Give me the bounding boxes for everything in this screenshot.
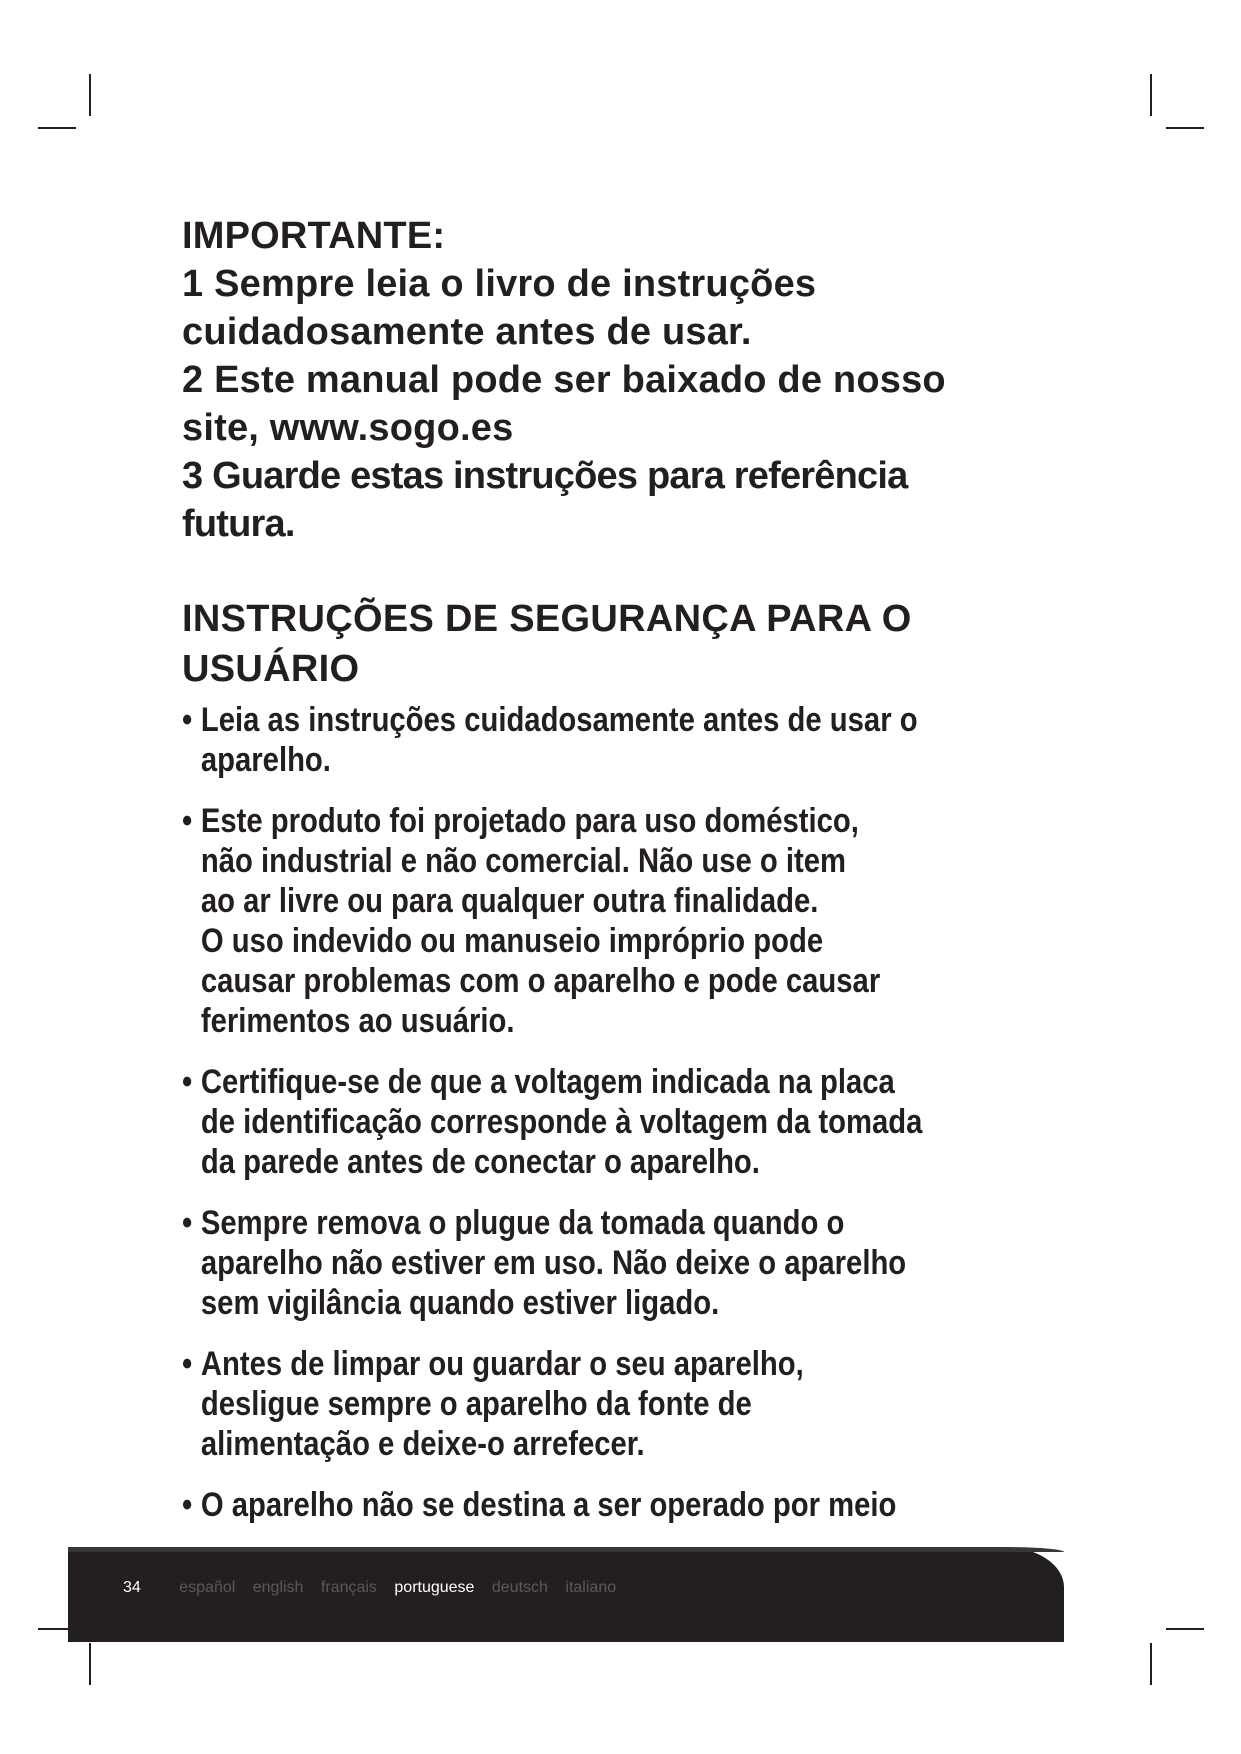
crop-mark — [1150, 74, 1152, 116]
bullet-marker: • — [182, 802, 193, 840]
language-label-english: english — [252, 1579, 304, 1596]
bullet-line: Certifique-se de que a voltagem indicada na placa — [200, 1063, 895, 1101]
crop-mark — [38, 127, 76, 129]
bullet-line: de identificação corresponde à voltagem da tomada — [200, 1103, 923, 1141]
crop-mark — [1166, 127, 1204, 129]
important-line: cuidadosamente antes de usar. — [182, 311, 752, 353]
bullet-line: Antes de limpar ou guardar o seu aparelho, — [200, 1345, 804, 1383]
bullet-line: desligue sempre o aparelho da fonte de — [200, 1385, 752, 1423]
safety-bullet — [182, 700, 1095, 780]
important-line: 1 Sempre leia o livro de instruções — [182, 263, 817, 305]
bullet-line: O uso indevido ou manuseio impróprio pode — [200, 922, 824, 960]
important-line: 2 Este manual pode ser baixado de nosso — [182, 359, 946, 401]
language-label-francais: français — [320, 1579, 377, 1596]
bullet-marker: • — [182, 1063, 193, 1101]
bullet-marker: • — [182, 1204, 193, 1242]
bullet-line: sem vigilância quando estiver ligado. — [200, 1284, 720, 1322]
safety-section-title — [182, 594, 1082, 694]
footer-bar-edge — [68, 1547, 1064, 1552]
bullet-line: aparelho. — [200, 741, 331, 779]
bullet-marker: • — [182, 1486, 193, 1524]
important-heading: IMPORTANTE: — [182, 215, 446, 257]
page-number: 34 — [123, 1579, 141, 1596]
bullet-line: aparelho não estiver em uso. Não deixe o aparelho — [200, 1244, 907, 1282]
bullet-marker: • — [182, 1345, 193, 1383]
safety-bullet — [182, 801, 1095, 1041]
safety-bullet — [182, 1485, 1095, 1525]
language-label-italiano: italiano — [565, 1579, 617, 1596]
bullet-line: Este produto foi projetado para uso doméstico, — [200, 802, 859, 840]
bullet-line: ao ar livre ou para qualquer outra finalidade. — [200, 882, 819, 920]
safety-bullet — [182, 1062, 1095, 1182]
safety-title-line: USUÁRIO — [182, 648, 360, 690]
important-line: site, www.sogo.es — [182, 407, 514, 449]
safety-title-line: INSTRUÇÕES DE SEGURANÇA PARA O — [182, 598, 912, 640]
crop-mark — [1166, 1628, 1204, 1630]
crop-mark — [89, 74, 91, 116]
important-line: 3 Guarde estas instruções para referência — [182, 455, 908, 497]
language-label-portuguese: portuguese — [394, 1579, 475, 1596]
crop-mark — [89, 1643, 91, 1685]
bullet-marker: • — [182, 701, 193, 739]
bullet-line: alimentação e deixe-o arrefecer. — [200, 1425, 645, 1463]
bullet-line: ferimentos ao usuário. — [200, 1002, 515, 1040]
safety-bullet — [182, 1203, 1095, 1323]
bullet-line: não industrial e não comercial. Não use o item — [200, 842, 847, 880]
bullet-line: Leia as instruções cuidadosamente antes de usar o — [200, 701, 918, 739]
safety-bullet-list — [182, 700, 1082, 1546]
bullet-line: da parede antes de conectar o aparelho. — [200, 1143, 760, 1181]
language-label-espanol: español — [179, 1579, 236, 1596]
safety-bullet — [182, 1344, 1095, 1464]
bullet-line: O aparelho não se destina a ser operado por meio — [200, 1486, 897, 1524]
bullet-line: Sempre remova o plugue da tomada quando o — [200, 1204, 845, 1242]
important-notice — [182, 212, 1082, 548]
footer-navigation — [123, 1577, 629, 1599]
important-line: futura. — [182, 503, 295, 545]
crop-mark — [1150, 1643, 1152, 1685]
language-label-deutsch: deutsch — [491, 1579, 548, 1596]
bullet-line: causar problemas com o aparelho e pode causar — [200, 962, 881, 1000]
